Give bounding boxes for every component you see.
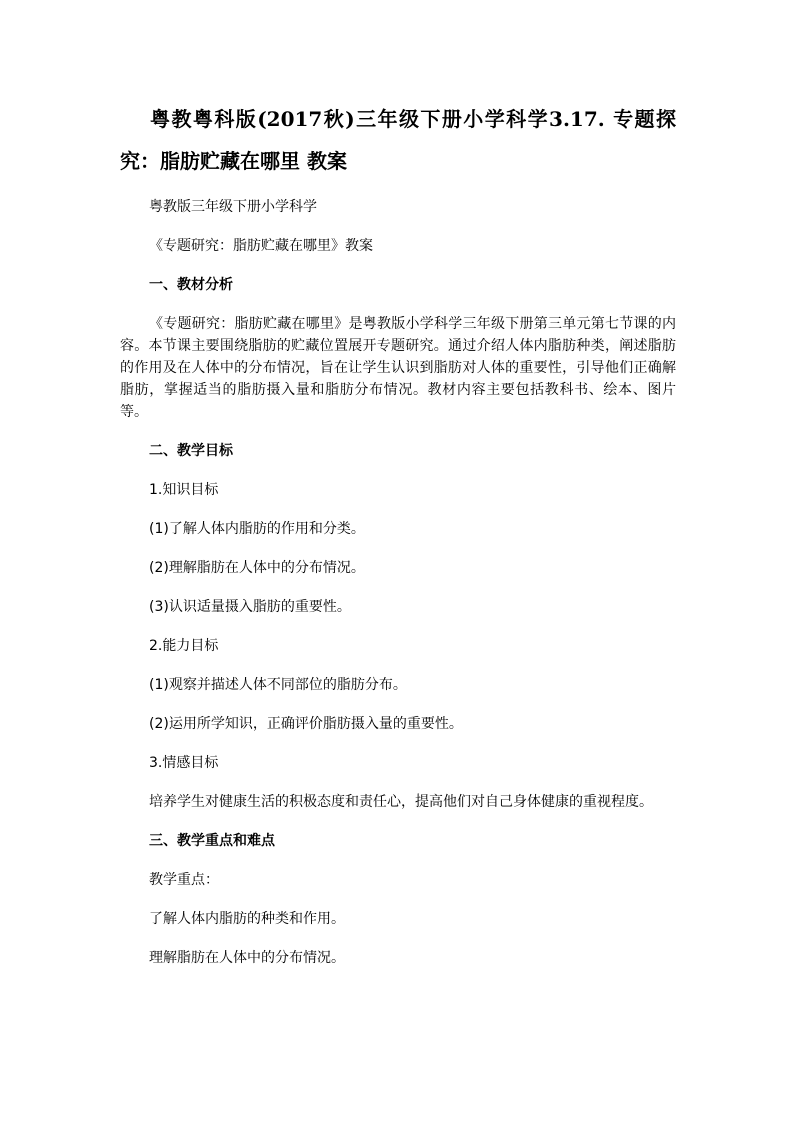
heading-key-points: 三、教学重点和难点 — [149, 833, 275, 849]
paragraph-emotional-objectives: 培养学生对健康生活的积极态度和责任心，提高他们对自己身体健康的重视程度。 — [149, 794, 653, 810]
paragraph-textbook-analysis: 《专题研究：脂肪贮藏在哪里》是粤教版小学科学三年级下册第三单元第七节课的内容。本节课主要围绕脂肪的贮藏位置展开专题研究。通过介绍人体内脂肪种类，阐述脂肪的作用及在人体中的分布情况，旨在让学生认识到脂肪对人体的重要性，引导他们正确解脂肪，掌握适当的脂肪摄入量和脂肪分布情况。教材内容主要包括教科书、绘本、图片等。 — [120, 316, 676, 420]
subheading-ability-objectives: 2.能力目标 — [149, 638, 219, 654]
list-item: (3)认识适量摄入脂肪的重要性。 — [149, 599, 351, 615]
list-item: (2)运用所学知识，正确评价脂肪摄入量的重要性。 — [149, 716, 463, 732]
list-item: (2)理解脂肪在人体中的分布情况。 — [149, 560, 365, 576]
list-item: 了解人体内脂肪的种类和作用。 — [149, 911, 345, 927]
heading-teaching-objectives: 二、教学目标 — [149, 443, 233, 459]
paragraph-lesson-title: 《专题研究：脂肪贮藏在哪里》教案 — [149, 238, 373, 254]
list-item: (1)了解人体内脂肪的作用和分类。 — [149, 521, 365, 537]
subheading-knowledge-objectives: 1.知识目标 — [149, 482, 219, 498]
heading-textbook-analysis: 一、教材分析 — [149, 277, 233, 293]
subheading-teaching-focus: 教学重点： — [149, 872, 219, 888]
document-title: 粤教粤科版(2017秋)三年级下册小学科学3.17. 专题探究：脂肪贮藏在哪里 教案 — [120, 107, 676, 173]
paragraph-subject: 粤教版三年级下册小学科学 — [149, 199, 317, 215]
list-item: (1)观察并描述人体不同部位的脂肪分布。 — [149, 677, 407, 693]
subheading-emotional-objectives: 3.情感目标 — [149, 755, 219, 771]
document-body — [120, 196, 676, 969]
list-item: 理解脂肪在人体中的分布情况。 — [149, 950, 345, 966]
